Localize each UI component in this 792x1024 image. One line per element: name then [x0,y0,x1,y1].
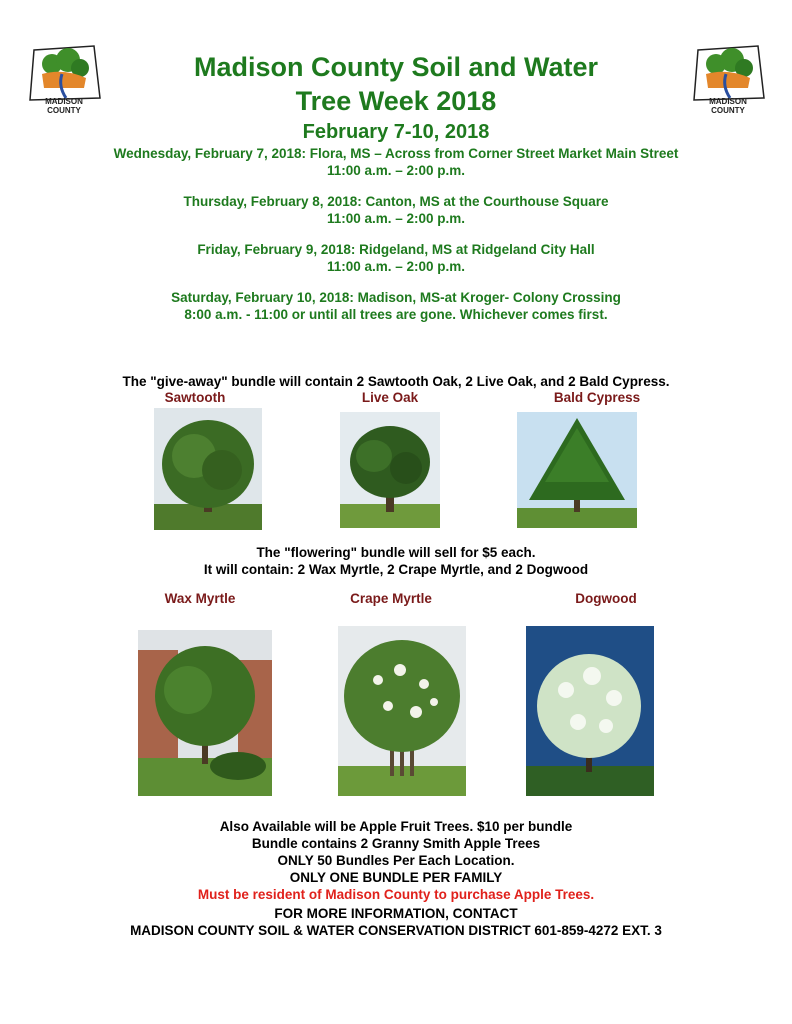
title-line-2: Tree Week 2018 [295,86,497,116]
residency-warning: Must be resident of Madison County to purchase Apple Trees. [197,887,595,902]
svg-text:COUNTY: COUNTY [711,106,745,115]
wax-myrtle-photo [138,630,272,796]
svg-text:COUNTY: COUNTY [47,106,81,115]
sawtooth-oak-photo [154,408,262,530]
apple-trees-offer: Also Available will be Apple Fruit Trees. $10 per bundle [219,819,573,834]
event-wednesday: Wednesday, February 7, 2018: Flora, MS – Across from Corner Street Market Main Street 11:00 a.m. – 2:00 p.m. [113,146,679,178]
label-wax-myrtle: Wax Myrtle [164,591,236,606]
label-dogwood: Dogwood [575,591,637,606]
label-live-oak: Live Oak [361,390,419,405]
bald-cypress-photo [517,412,637,528]
bundle-limit: ONLY 50 Bundles Per Each Location. [277,853,515,868]
label-bald-cypress: Bald Cypress [553,390,641,405]
event-thursday: Thursday, February 8, 2018: Canton, MS at the Courthouse Square 11:00 a.m. – 2:00 p.m. [183,194,609,226]
event-dates: February 7-10, 2018 [302,121,490,143]
crape-myrtle-photo [338,626,466,796]
label-crape-myrtle: Crape Myrtle [350,591,432,606]
contact-info: MADISON COUNTY SOIL & WATER CONSERVATION DISTRICT 601-859-4272 EXT. 3 [130,923,662,938]
event-friday: Friday, February 9, 2018: Ridgeland, MS at Ridgeland City Hall 11:00 a.m. – 2:00 p.m. [197,242,595,274]
flowering-line-2: It will contain: 2 Wax Myrtle, 2 Crape Myrtle, and 2 Dogwood [203,562,589,577]
dogwood-photo [526,626,654,796]
family-limit: ONLY ONE BUNDLE PER FAMILY [289,870,503,885]
svg-text:MADISON: MADISON [709,97,747,106]
title-line-1: Madison County Soil and Water [193,52,598,82]
apple-bundle-contents: Bundle contains 2 Granny Smith Apple Trees [251,836,541,851]
live-oak-photo [340,412,440,528]
svg-text:MADISON: MADISON [45,97,83,106]
more-info-label: FOR MORE INFORMATION, CONTACT [274,906,518,921]
flowering-line-1: The "flowering" bundle will sell for $5 each. [256,545,536,560]
giveaway-intro: The "give-away" bundle will contain 2 Sawtooth Oak, 2 Live Oak, and 2 Bald Cypress. [122,374,670,389]
label-sawtooth: Sawtooth [164,390,226,405]
event-saturday: Saturday, February 10, 2018: Madison, MS-at Kroger- Colony Crossing 8:00 a.m. - 11:00 or until all trees are gone. Whichever comes first. [171,290,621,322]
